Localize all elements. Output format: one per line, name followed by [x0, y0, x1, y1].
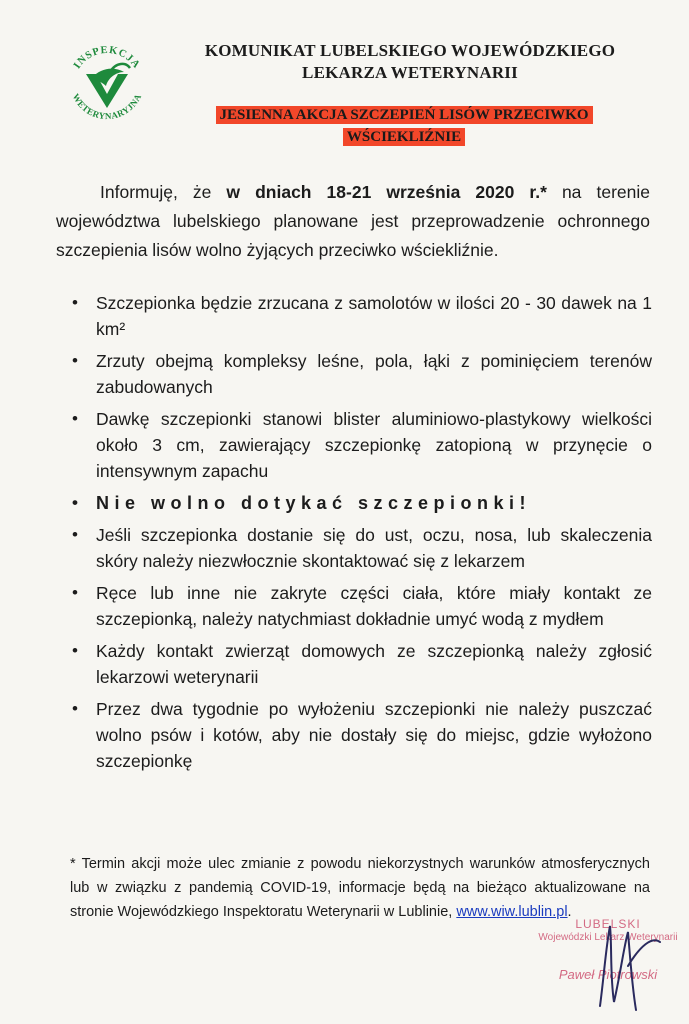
website-link[interactable]: www.wiw.lublin.pl — [456, 904, 568, 920]
inspekcja-weterynaryjna-logo — [62, 38, 152, 128]
header-line-1: KOMUNIKAT LUBELSKIEGO WOJEWÓDZKIEGO — [204, 41, 616, 60]
logo-top-text: INSPEKCJA — [71, 44, 143, 71]
handwritten-signature — [580, 906, 670, 1016]
communique-header — [160, 40, 660, 84]
logo-bottom-text: WETERYNARYJNA — [70, 91, 144, 122]
stamp-line-1: LUBELSKI — [575, 917, 641, 931]
list-item: • Jeśli szczepionka dostanie się do ust, oczu, nosa, lub skaleczenia skóry należy niezwłocznie skontaktować się z lekarzem — [70, 522, 652, 574]
intro-dates: w dniach 18-21 września 2020 r.* — [226, 182, 547, 202]
intro-text-start: Informuję, że — [100, 182, 227, 202]
list-item: • Przez dwa tygodnie po wyłożeniu szczepionki nie należy puszczać wolno psów i kotów, aby nie dostały się do miejsc, gdzie wyłożono szczepionkę — [70, 696, 652, 774]
stamp-line-2: Wojewódzki Lekarz Weterynarii — [538, 932, 678, 943]
list-item: • Każdy kontakt zwierząt domowych ze szczepionką należy zgłosić lekarzowi weterynarii — [70, 638, 652, 690]
campaign-banner — [180, 104, 628, 148]
banner-line-1: JESIENNA AKCJA SZCZEPIEŃ LISÓW PRZECIWKO — [216, 106, 593, 124]
svg-text:INSPEKCJA — [72, 45, 142, 71]
list-item: • Ręce lub inne nie zakryte części ciała, które miały kontakt ze szczepionką, należy natychmiast dokładnie umyć wodą z mydłem — [70, 580, 652, 632]
stamp-name: Paweł Piotrowski — [558, 967, 658, 982]
guidelines-list — [70, 290, 652, 780]
intro-paragraph — [56, 178, 650, 265]
list-item-warning: • Nie wolno dotykać szczepionki! — [70, 490, 652, 516]
footnote-end: . — [567, 904, 572, 920]
header-line-2: LEKARZA WETERYNARII — [302, 63, 518, 82]
footnote-text: * Termin akcji może ulec zmianie z powodu niekorzystnych warunków atmosferycznych lub w związku z pandemią COVID-19, informacje będą na bieżąco aktualizowane na stronie Wojewódzkiego Inspektoratu Weterynarii w Lublinie, — [70, 856, 650, 920]
logo-emblem-icon — [62, 38, 152, 128]
footnote — [70, 852, 650, 924]
banner-line-2: WŚCIEKLIŹNIE — [343, 128, 465, 146]
list-item: • Szczepionka będzie zrzucana z samolotów w ilości 20 - 30 dawek na 1 km² — [70, 290, 652, 342]
list-item: • Dawkę szczepionki stanowi blister aluminiowo-plastykowy wielkości około 3 cm, zawierający szczepionkę zatopioną w przynęcie o intensywnym zapachu — [70, 406, 652, 484]
intro-text-end: na terenie województwa lubelskiego planowane jest przeprowadzenie ochronnego szczepienia lisów wolno żyjących przeciwko wściekliźnie. — [56, 182, 650, 260]
list-item: • Zrzuty obejmą kompleksy leśne, pola, łąki z pominięciem terenów zabudowanych — [70, 348, 652, 400]
